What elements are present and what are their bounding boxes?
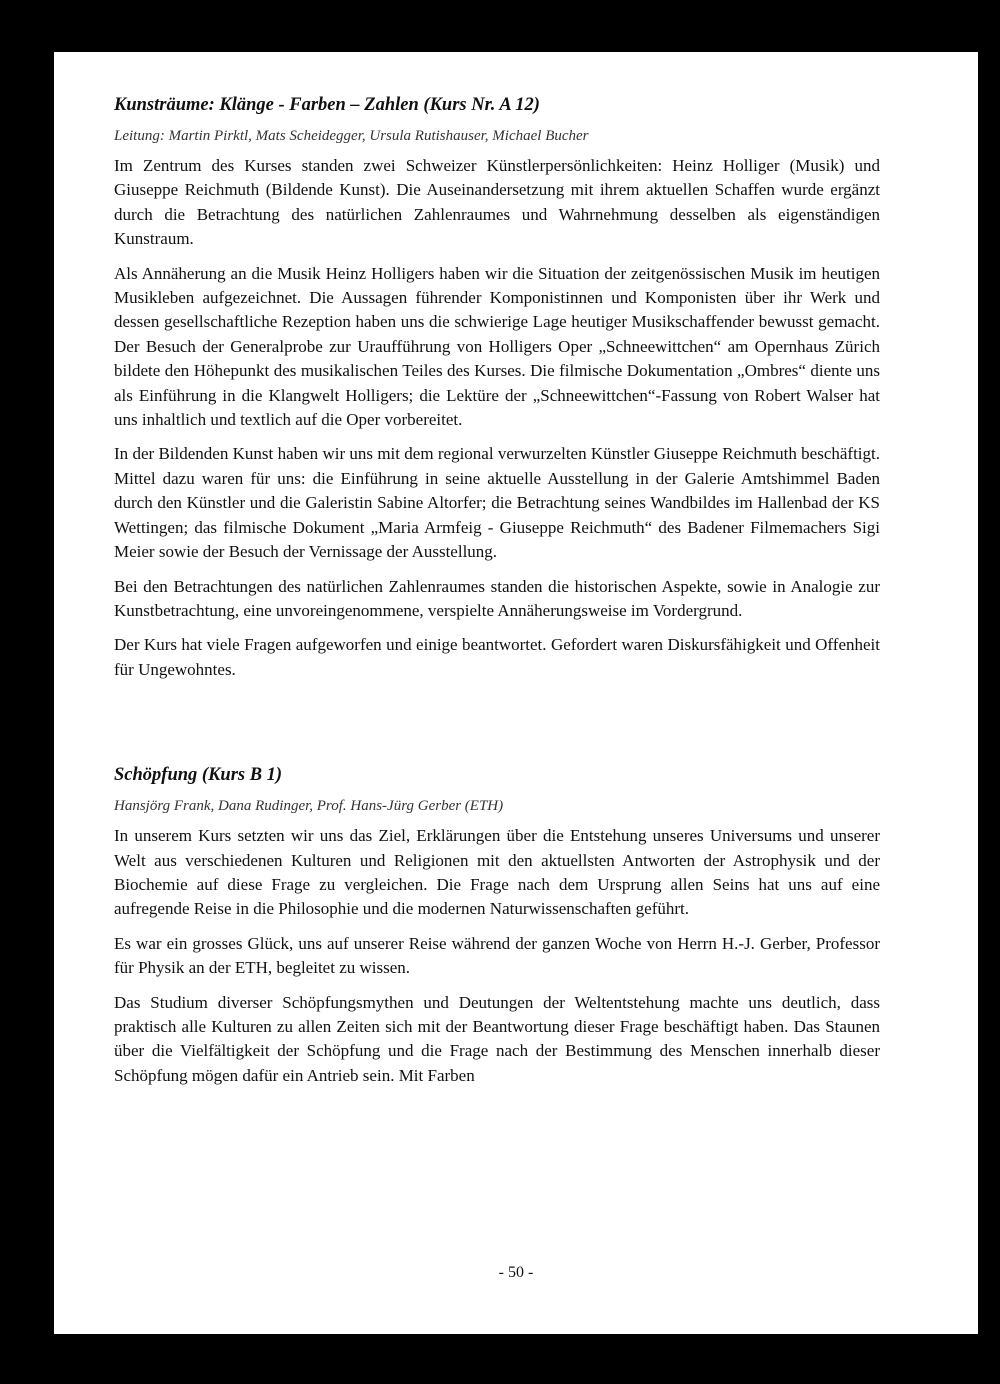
section-spacer xyxy=(114,692,880,762)
section2-paragraph-3: Das Studium diverser Schöpfungsmythen und Deutungen der Weltentstehung machte uns deutlich, dass praktisch alle Kulturen zu allen Zeiten sich mit der Beantwortung dieser Frage beschäftigt haben. Das Staunen über die Vielfältigkeit der Schöpfung und die Frage nach der Bestimmung des Menschen innerhalb dieser Schöpfung mögen dafür ein Antrieb sein. Mit Farben xyxy=(114,992,880,1085)
page-number: - 50 - xyxy=(498,1264,534,1281)
section1-heading: Kunsträume: Klänge - Farben – Zahlen (Kurs Nr. A 12) xyxy=(114,95,540,115)
section2-heading: Schöpfung (Kurs B 1) xyxy=(114,765,283,786)
section1-paragraph-5: Der Kurs hat viele Fragen aufgeworfen und einige beantwortet. Gefordert waren Diskursfähigkeit und Offenheit für Ungewohntes. xyxy=(114,635,880,679)
page-content xyxy=(114,92,880,1098)
section2-paragraph-2: Es war ein grosses Glück, uns auf unserer Reise während der ganzen Woche von Herrn H.-J. Gerber, Professor für Physik an der ETH, begleitet zu wissen. xyxy=(114,933,880,978)
section1-paragraph-3: In der Bildenden Kunst haben wir uns mit dem regional verwurzelten Künstler Giuseppe Reichmuth beschäftigt. Mittel dazu waren für uns: die Einführung in seine aktuelle Ausstellung in der Galerie Amtshimmel Baden durch den Künstler und die Galeristin Sabine Altorfer; die Betrachtung seines Wandbildes im Hallenbad der KS Wettingen; das filmische Dokument „Maria Armfeig - Giuseppe Reichmuth“ des Badener Filmemachers Sigi Meier sowie der Besuch der Vernissage der Ausstellung. xyxy=(114,444,880,562)
section1-leaders: Leitung: Martin Pirktl, Mats Scheidegger, Ursula Rutishauser, Michael Bucher xyxy=(114,128,589,144)
document-page xyxy=(54,52,978,1334)
section1-paragraph-1: Im Zentrum des Kurses standen zwei Schweizer Künstlerpersönlichkeiten: Heinz Holliger (Musik) und Giuseppe Reichmuth (Bildende Kunst). Die Auseinandersetzung mit ihrem aktuellen Schaffen wurde ergänzt durch die Betrachtung des natürlichen Zahlenraumes und Wahrnehmung desselben als eigenständigen Kunstraum. xyxy=(114,156,880,249)
section2-leaders: Hansjörg Frank, Dana Rudinger, Prof. Hans-Jürg Gerber (ETH) xyxy=(114,798,504,815)
section1-paragraph-2: Als Annäherung an die Musik Heinz Holligers haben wir die Situation der zeitgenössischen Musik im heutigen Musikleben aufgezeichnet. Die Aussagen führender Komponistinnen und Komponisten über ihr Werk und dessen gesellschaftliche Rezeption haben uns die schwierige Lage heutiger Musikschaffender bewusst gemacht. Der Besuch der Generalprobe zur Uraufführung von Holligers Oper „Schneewittchen“ am Opernhaus Zürich bildete den Höhepunkt des musikalischen Teiles des Kurses. Die filmische Dokumentation „Ombres“ diente uns als Einführung in die Klangwelt Holligers; die Lektüre der „Schneewittchen“-Fassung von Robert Walser hat uns inhaltlich und textlich auf die Oper vorbereitet. xyxy=(114,263,880,430)
section2-paragraph-1: In unserem Kurs setzten wir uns das Ziel, Erklärungen über die Entstehung unseres Universums und unserer Welt aus verschiedenen Kulturen und Religionen mit den aktuellsten Antworten der Astrophysik und der Biochemie auf diese Frage zu vergleichen. Die Frage nach dem Ursprung allen Seins hat uns auf eine aufregende Reise in die Philosophie und die modernen Naturwissenschaften geführt. xyxy=(114,826,880,919)
section1-paragraph-4: Bei den Betrachtungen des natürlichen Zahlenraumes standen die historischen Aspekte, sowie in Analogie zur Kunstbetrachtung, eine unvoreingenommene, verspielte Annäherungsweise im Vordergrund. xyxy=(114,576,880,620)
